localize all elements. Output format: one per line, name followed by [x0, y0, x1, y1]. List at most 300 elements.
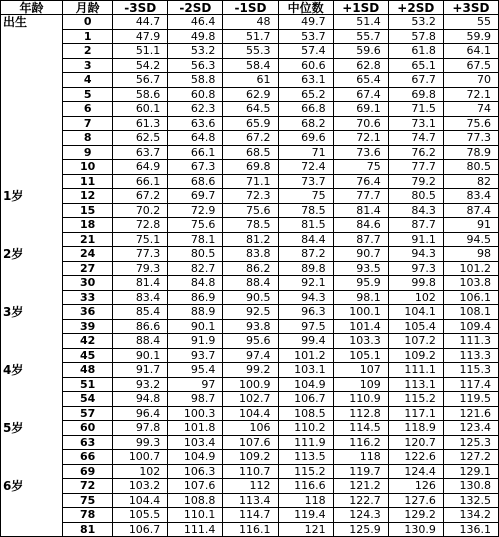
age-label — [1, 160, 63, 175]
table-row — [1, 15, 499, 30]
age-label — [1, 508, 63, 523]
value-cell: 61.3 — [113, 116, 168, 131]
value-cell: 56.7 — [113, 73, 168, 88]
header-minus-2sd: -2SD — [168, 1, 223, 15]
table-row — [1, 58, 499, 73]
value-cell: 47.9 — [113, 29, 168, 44]
value-cell: 106.7 — [278, 392, 333, 407]
value-cell: 51.7 — [223, 29, 278, 44]
value-cell: 113.5 — [278, 450, 333, 465]
value-cell: 91.7 — [113, 363, 168, 378]
value-cell: 81.2 — [223, 232, 278, 247]
value-cell: 73.1 — [388, 116, 443, 131]
value-cell: 107.6 — [223, 435, 278, 450]
value-cell: 99.2 — [223, 363, 278, 378]
value-cell: 97.4 — [223, 348, 278, 363]
value-cell: 98 — [443, 247, 498, 262]
value-cell: 78.5 — [278, 203, 333, 218]
value-cell: 97.3 — [388, 261, 443, 276]
month-cell: 27 — [63, 261, 113, 276]
value-cell: 67.7 — [388, 73, 443, 88]
value-cell: 97.5 — [278, 319, 333, 334]
table-row — [1, 102, 499, 117]
table-row — [1, 232, 499, 247]
month-cell: 21 — [63, 232, 113, 247]
value-cell: 60.8 — [168, 87, 223, 102]
month-cell: 54 — [63, 392, 113, 407]
table-row — [1, 377, 499, 392]
value-cell: 70.6 — [333, 116, 388, 131]
value-cell: 67.2 — [113, 189, 168, 204]
value-cell: 62.5 — [113, 131, 168, 146]
value-cell: 118 — [333, 450, 388, 465]
table-row — [1, 392, 499, 407]
value-cell: 51.1 — [113, 44, 168, 59]
value-cell: 105.5 — [113, 508, 168, 523]
table-row — [1, 189, 499, 204]
value-cell: 95.9 — [333, 276, 388, 291]
value-cell: 93.2 — [113, 377, 168, 392]
value-cell: 112 — [223, 479, 278, 494]
value-cell: 111.9 — [278, 435, 333, 450]
value-cell: 112.8 — [333, 406, 388, 421]
value-cell: 100.7 — [113, 450, 168, 465]
value-cell: 97.8 — [113, 421, 168, 436]
table-row — [1, 319, 499, 334]
value-cell: 70.2 — [113, 203, 168, 218]
value-cell: 69.6 — [278, 131, 333, 146]
value-cell: 101.8 — [168, 421, 223, 436]
value-cell: 72.9 — [168, 203, 223, 218]
value-cell: 80.5 — [388, 189, 443, 204]
value-cell: 115.2 — [278, 464, 333, 479]
table-row — [1, 435, 499, 450]
month-cell: 33 — [63, 290, 113, 305]
value-cell: 55.3 — [223, 44, 278, 59]
month-cell: 39 — [63, 319, 113, 334]
value-cell: 90.1 — [168, 319, 223, 334]
value-cell: 103.8 — [443, 276, 498, 291]
value-cell: 96.3 — [278, 305, 333, 320]
value-cell: 69.7 — [168, 189, 223, 204]
value-cell: 107 — [333, 363, 388, 378]
table-row — [1, 145, 499, 160]
value-cell: 64.1 — [443, 44, 498, 59]
age-label — [1, 522, 63, 537]
value-cell: 72.4 — [278, 160, 333, 175]
value-cell: 100.3 — [168, 406, 223, 421]
value-cell: 49.7 — [278, 15, 333, 30]
value-cell: 106.3 — [168, 464, 223, 479]
month-cell: 18 — [63, 218, 113, 233]
value-cell: 51.4 — [333, 15, 388, 30]
value-cell: 116.6 — [278, 479, 333, 494]
table-row — [1, 421, 499, 436]
month-cell: 75 — [63, 493, 113, 508]
month-cell: 2 — [63, 44, 113, 59]
value-cell: 101.4 — [333, 319, 388, 334]
value-cell: 108.1 — [443, 305, 498, 320]
value-cell: 71.1 — [223, 174, 278, 189]
value-cell: 57.8 — [388, 29, 443, 44]
value-cell: 88.4 — [113, 334, 168, 349]
value-cell: 44.7 — [113, 15, 168, 30]
value-cell: 100.9 — [223, 377, 278, 392]
value-cell: 94.3 — [388, 247, 443, 262]
value-cell: 59.6 — [333, 44, 388, 59]
value-cell: 97 — [168, 377, 223, 392]
value-cell: 103.2 — [113, 479, 168, 494]
value-cell: 121.6 — [443, 406, 498, 421]
month-cell: 63 — [63, 435, 113, 450]
value-cell: 53.2 — [168, 44, 223, 59]
value-cell: 110.1 — [168, 508, 223, 523]
age-label — [1, 290, 63, 305]
age-label: 3岁 — [1, 305, 63, 320]
value-cell: 68.2 — [278, 116, 333, 131]
month-cell: 51 — [63, 377, 113, 392]
value-cell: 110.2 — [278, 421, 333, 436]
value-cell: 92.5 — [223, 305, 278, 320]
value-cell: 75 — [278, 189, 333, 204]
value-cell: 100.1 — [333, 305, 388, 320]
value-cell: 90.7 — [333, 247, 388, 262]
value-cell: 91.9 — [168, 334, 223, 349]
value-cell: 99.3 — [113, 435, 168, 450]
month-cell: 6 — [63, 102, 113, 117]
value-cell: 80.5 — [443, 160, 498, 175]
value-cell: 87.2 — [278, 247, 333, 262]
value-cell: 119.5 — [443, 392, 498, 407]
value-cell: 132.5 — [443, 493, 498, 508]
age-label — [1, 116, 63, 131]
value-cell: 123.4 — [443, 421, 498, 436]
value-cell: 86.9 — [168, 290, 223, 305]
value-cell: 122.7 — [333, 493, 388, 508]
value-cell: 68.5 — [223, 145, 278, 160]
age-label: 4岁 — [1, 363, 63, 378]
value-cell: 115.3 — [443, 363, 498, 378]
month-cell: 4 — [63, 73, 113, 88]
age-label — [1, 232, 63, 247]
value-cell: 69.8 — [388, 87, 443, 102]
value-cell: 62.8 — [333, 58, 388, 73]
value-cell: 84.6 — [333, 218, 388, 233]
value-cell: 65.1 — [388, 58, 443, 73]
value-cell: 103.1 — [278, 363, 333, 378]
value-cell: 106 — [223, 421, 278, 436]
value-cell: 46.4 — [168, 15, 223, 30]
table-row — [1, 174, 499, 189]
value-cell: 63.1 — [278, 73, 333, 88]
age-label — [1, 29, 63, 44]
value-cell: 63.6 — [168, 116, 223, 131]
value-cell: 81.4 — [333, 203, 388, 218]
value-cell: 81.4 — [113, 276, 168, 291]
value-cell: 95.6 — [223, 334, 278, 349]
value-cell: 79.3 — [113, 261, 168, 276]
value-cell: 104.9 — [278, 377, 333, 392]
value-cell: 94.5 — [443, 232, 498, 247]
age-label — [1, 73, 63, 88]
value-cell: 129.2 — [388, 508, 443, 523]
age-label — [1, 450, 63, 465]
table-row — [1, 450, 499, 465]
value-cell: 125.9 — [333, 522, 388, 537]
value-cell: 67.3 — [168, 160, 223, 175]
value-cell: 61.8 — [388, 44, 443, 59]
value-cell: 106.7 — [113, 522, 168, 537]
value-cell: 134.2 — [443, 508, 498, 523]
value-cell: 66.8 — [278, 102, 333, 117]
age-label — [1, 87, 63, 102]
value-cell: 78.5 — [223, 218, 278, 233]
value-cell: 99.8 — [388, 276, 443, 291]
value-cell: 58.6 — [113, 87, 168, 102]
value-cell: 84.4 — [278, 232, 333, 247]
value-cell: 55.7 — [333, 29, 388, 44]
value-cell: 119.7 — [333, 464, 388, 479]
value-cell: 105.4 — [388, 319, 443, 334]
value-cell: 53.7 — [278, 29, 333, 44]
table-row — [1, 406, 499, 421]
value-cell: 103.4 — [168, 435, 223, 450]
month-cell: 81 — [63, 522, 113, 537]
table-row — [1, 87, 499, 102]
value-cell: 109 — [333, 377, 388, 392]
value-cell: 88.4 — [223, 276, 278, 291]
age-label — [1, 102, 63, 117]
value-cell: 127.2 — [443, 450, 498, 465]
age-label — [1, 44, 63, 59]
value-cell: 81.5 — [278, 218, 333, 233]
value-cell: 86.2 — [223, 261, 278, 276]
month-cell: 3 — [63, 58, 113, 73]
month-cell: 48 — [63, 363, 113, 378]
value-cell: 95.4 — [168, 363, 223, 378]
value-cell: 75.6 — [443, 116, 498, 131]
table-row — [1, 73, 499, 88]
value-cell: 124.3 — [333, 508, 388, 523]
value-cell: 77.7 — [333, 189, 388, 204]
value-cell: 108.5 — [278, 406, 333, 421]
value-cell: 114.7 — [223, 508, 278, 523]
value-cell: 99.4 — [278, 334, 333, 349]
value-cell: 48 — [223, 15, 278, 30]
value-cell: 77.3 — [443, 131, 498, 146]
value-cell: 136.1 — [443, 522, 498, 537]
value-cell: 102.7 — [223, 392, 278, 407]
header-minus-1sd: -1SD — [223, 1, 278, 15]
value-cell: 63.7 — [113, 145, 168, 160]
value-cell: 94.8 — [113, 392, 168, 407]
value-cell: 87.7 — [388, 218, 443, 233]
table-row — [1, 464, 499, 479]
value-cell: 59.9 — [443, 29, 498, 44]
value-cell: 93.5 — [333, 261, 388, 276]
value-cell: 88.9 — [168, 305, 223, 320]
value-cell: 117.4 — [443, 377, 498, 392]
table-row — [1, 493, 499, 508]
value-cell: 56.3 — [168, 58, 223, 73]
value-cell: 121.2 — [333, 479, 388, 494]
value-cell: 57.4 — [278, 44, 333, 59]
age-label — [1, 145, 63, 160]
value-cell: 68.6 — [168, 174, 223, 189]
value-cell: 62.3 — [168, 102, 223, 117]
header-age: 年龄 — [1, 1, 63, 15]
age-label — [1, 319, 63, 334]
value-cell: 87.7 — [333, 232, 388, 247]
month-cell: 9 — [63, 145, 113, 160]
value-cell: 113.4 — [223, 493, 278, 508]
month-cell: 60 — [63, 421, 113, 436]
table-row — [1, 522, 499, 537]
value-cell: 58.4 — [223, 58, 278, 73]
month-cell: 8 — [63, 131, 113, 146]
value-cell: 118.9 — [388, 421, 443, 436]
month-cell: 42 — [63, 334, 113, 349]
value-cell: 109.2 — [388, 348, 443, 363]
value-cell: 61 — [223, 73, 278, 88]
value-cell: 91 — [443, 218, 498, 233]
value-cell: 65.2 — [278, 87, 333, 102]
table-row — [1, 116, 499, 131]
value-cell: 58.8 — [168, 73, 223, 88]
value-cell: 78.9 — [443, 145, 498, 160]
month-cell: 66 — [63, 450, 113, 465]
value-cell: 65.9 — [223, 116, 278, 131]
value-cell: 106.1 — [443, 290, 498, 305]
age-label — [1, 392, 63, 407]
value-cell: 98.1 — [333, 290, 388, 305]
value-cell: 84.3 — [388, 203, 443, 218]
value-cell: 102 — [388, 290, 443, 305]
value-cell: 104.4 — [223, 406, 278, 421]
value-cell: 91.1 — [388, 232, 443, 247]
age-label — [1, 261, 63, 276]
value-cell: 101.2 — [278, 348, 333, 363]
value-cell: 77.3 — [113, 247, 168, 262]
value-cell: 108.8 — [168, 493, 223, 508]
value-cell: 75.6 — [223, 203, 278, 218]
value-cell: 67.4 — [333, 87, 388, 102]
value-cell: 120.7 — [388, 435, 443, 450]
value-cell: 83.8 — [223, 247, 278, 262]
value-cell: 101.2 — [443, 261, 498, 276]
value-cell: 86.6 — [113, 319, 168, 334]
value-cell: 76.2 — [388, 145, 443, 160]
value-cell: 102 — [113, 464, 168, 479]
age-label — [1, 464, 63, 479]
value-cell: 77.7 — [388, 160, 443, 175]
header-median: 中位数 — [278, 1, 333, 15]
value-cell: 70 — [443, 73, 498, 88]
value-cell: 74.7 — [388, 131, 443, 146]
value-cell: 80.5 — [168, 247, 223, 262]
table-row — [1, 508, 499, 523]
value-cell: 92.1 — [278, 276, 333, 291]
value-cell: 90.5 — [223, 290, 278, 305]
value-cell: 78.1 — [168, 232, 223, 247]
value-cell: 87.4 — [443, 203, 498, 218]
value-cell: 72.1 — [333, 131, 388, 146]
age-label — [1, 406, 63, 421]
month-cell: 69 — [63, 464, 113, 479]
value-cell: 110.7 — [223, 464, 278, 479]
value-cell: 107.2 — [388, 334, 443, 349]
age-label — [1, 377, 63, 392]
value-cell: 119.4 — [278, 508, 333, 523]
value-cell: 65.4 — [333, 73, 388, 88]
table-row — [1, 218, 499, 233]
value-cell: 72.1 — [443, 87, 498, 102]
value-cell: 69.1 — [333, 102, 388, 117]
table-body — [1, 15, 499, 537]
table-row — [1, 479, 499, 494]
value-cell: 54.2 — [113, 58, 168, 73]
table-row — [1, 44, 499, 59]
age-label: 2岁 — [1, 247, 63, 262]
age-label — [1, 218, 63, 233]
age-label — [1, 493, 63, 508]
month-cell: 24 — [63, 247, 113, 262]
value-cell: 60.6 — [278, 58, 333, 73]
month-cell: 10 — [63, 160, 113, 175]
value-cell: 129.1 — [443, 464, 498, 479]
month-cell: 30 — [63, 276, 113, 291]
value-cell: 98.7 — [168, 392, 223, 407]
value-cell: 53.2 — [388, 15, 443, 30]
value-cell: 89.8 — [278, 261, 333, 276]
value-cell: 115.2 — [388, 392, 443, 407]
value-cell: 75.1 — [113, 232, 168, 247]
age-label: 1岁 — [1, 189, 63, 204]
table-row — [1, 160, 499, 175]
value-cell: 116.1 — [223, 522, 278, 537]
age-label — [1, 435, 63, 450]
header-row — [1, 1, 499, 15]
month-cell: 1 — [63, 29, 113, 44]
age-label — [1, 203, 63, 218]
value-cell: 96.4 — [113, 406, 168, 421]
value-cell: 49.8 — [168, 29, 223, 44]
value-cell: 85.4 — [113, 305, 168, 320]
value-cell: 76.4 — [333, 174, 388, 189]
value-cell: 66.1 — [113, 174, 168, 189]
value-cell: 94.3 — [278, 290, 333, 305]
header-plus-1sd: +1SD — [333, 1, 388, 15]
value-cell: 122.6 — [388, 450, 443, 465]
value-cell: 84.8 — [168, 276, 223, 291]
value-cell: 109.4 — [443, 319, 498, 334]
value-cell: 127.6 — [388, 493, 443, 508]
value-cell: 67.5 — [443, 58, 498, 73]
value-cell: 130.9 — [388, 522, 443, 537]
value-cell: 109.2 — [223, 450, 278, 465]
table-row — [1, 334, 499, 349]
value-cell: 64.8 — [168, 131, 223, 146]
value-cell: 104.4 — [113, 493, 168, 508]
value-cell: 111.3 — [443, 334, 498, 349]
table-row — [1, 29, 499, 44]
age-label: 6岁 — [1, 479, 63, 494]
value-cell: 104.1 — [388, 305, 443, 320]
value-cell: 104.9 — [168, 450, 223, 465]
value-cell: 62.9 — [223, 87, 278, 102]
value-cell: 82 — [443, 174, 498, 189]
value-cell: 64.5 — [223, 102, 278, 117]
